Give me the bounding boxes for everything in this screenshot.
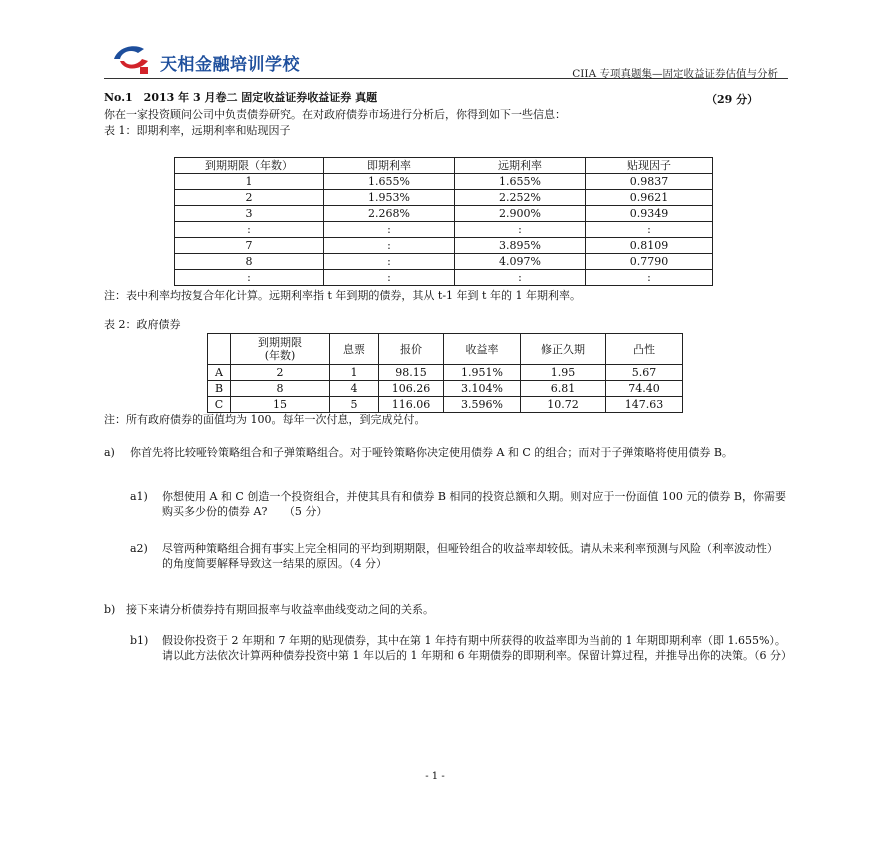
part-b1-text: 假设你投资于 2 年期和 7 年期的贴现债券，其中在第 1 年持有期中所获得的收益率即为当前的 1 年期即期利率（即 1.655%）。请以此方法依次计算两种债券投资中第 1 年以后的 1 年期和 6 年期债券的即期利率。保留计算过程，并推导出你的决策。（6 分）: [162, 634, 792, 662]
column-header: 到期期限 (年数): [231, 334, 330, 365]
table-cell: 0.9349: [586, 206, 713, 222]
table-cell: 147.63: [606, 397, 683, 413]
table1-note: 注：表中利率均按复合年化计算。远期利率指 t 年到期的债券，其从 t-1 年到 t 年的 1 年期利率。: [104, 289, 581, 302]
table-cell: 5: [330, 397, 379, 413]
table-cell: 2.252%: [455, 190, 586, 206]
table-header-row: [208, 334, 683, 365]
table-cell: 10.72: [521, 397, 606, 413]
column-header: [208, 334, 231, 365]
table-cell: 3.895%: [455, 238, 586, 254]
table-cell: 2.900%: [455, 206, 586, 222]
table-cell: :: [586, 270, 713, 286]
column-header: 即期利率: [324, 158, 455, 174]
table1-caption: 表 1：即期利率，远期利率和贴现因子: [104, 124, 291, 137]
table-cell: :: [324, 270, 455, 286]
table-cell: 2: [231, 365, 330, 381]
table-cell: 1.953%: [324, 190, 455, 206]
table-row: [208, 397, 683, 413]
table-cell: 2.268%: [324, 206, 455, 222]
bonds-table: [207, 333, 683, 413]
part-a-label: a): [104, 446, 115, 459]
table-cell: 2: [175, 190, 324, 206]
table-cell: A: [208, 365, 231, 381]
header-subtitle: CIIA 专项真题集—固定收益证券估值与分析: [572, 68, 778, 80]
part-a1-label: a1): [130, 490, 148, 503]
column-header: 凸性: [606, 334, 683, 365]
column-header: 收益率: [444, 334, 521, 365]
table-cell: 4: [330, 381, 379, 397]
table-cell: 1: [175, 174, 324, 190]
table-cell: :: [175, 270, 324, 286]
table-cell: 4.097%: [455, 254, 586, 270]
table-cell: 106.26: [379, 381, 444, 397]
part-a1-text: 你想使用 A 和 C 创造一个投资组合，并使其具有和债券 B 相同的投资总额和久期。则对应于一份面值 100 元的债券 B，你需要购买多少份的债券 A? （5 分）: [162, 490, 786, 518]
school-logo-icon: [110, 41, 154, 75]
table-row: [175, 254, 713, 270]
table-row: [208, 381, 683, 397]
part-b1-label: b1): [130, 634, 149, 647]
table2-note: 注：所有政府债券的面值均为 100。每年一次付息，到完成兑付。: [104, 413, 426, 426]
table-cell: 0.9621: [586, 190, 713, 206]
table-row: [175, 222, 713, 238]
table-cell: 1.951%: [444, 365, 521, 381]
school-name: 天相金融培训学校: [160, 55, 300, 75]
table-cell: :: [455, 270, 586, 286]
table-row: [175, 190, 713, 206]
table-row: [208, 365, 683, 381]
table-row: [175, 238, 713, 254]
question-intro: 你在一家投资顾问公司中负责债券研究。在对政府债券市场进行分析后，你得到如下一些信息：: [104, 108, 566, 121]
column-header: 远期利率: [455, 158, 586, 174]
table-cell: 1.655%: [324, 174, 455, 190]
column-header: 报价: [379, 334, 444, 365]
table-cell: 7: [175, 238, 324, 254]
table-cell: 5.67: [606, 365, 683, 381]
table-cell: 1.655%: [455, 174, 586, 190]
table-cell: 98.15: [379, 365, 444, 381]
table-cell: 3.596%: [444, 397, 521, 413]
table-cell: :: [586, 222, 713, 238]
table-cell: 74.40: [606, 381, 683, 397]
table-cell: 1.95: [521, 365, 606, 381]
table-row: [175, 270, 713, 286]
table-cell: 116.06: [379, 397, 444, 413]
table-cell: :: [175, 222, 324, 238]
table-cell: 0.7790: [586, 254, 713, 270]
table2-caption: 表 2：政府债券: [104, 318, 181, 331]
part-a2-text: 尽管两种策略组合拥有事实上完全相同的平均到期期限，但哑铃组合的收益率却较低。请从未来利率预测与风险（利率波动性）的角度简要解释导致这一结果的原因。（4 分）: [162, 542, 778, 570]
table-cell: 6.81: [521, 381, 606, 397]
table-row: [175, 174, 713, 190]
table-cell: 3.104%: [444, 381, 521, 397]
part-a-text: 你首先将比较哑铃策略组合和子弹策略组合。对于哑铃策略你决定使用债券 A 和 C 的组合；而对于子弹策略将使用债券 B。: [130, 446, 733, 459]
table-cell: 8: [175, 254, 324, 270]
table-cell: :: [324, 238, 455, 254]
column-header: 到期期限（年数）: [175, 158, 324, 174]
rates-table: [174, 157, 713, 286]
table-cell: 0.9837: [586, 174, 713, 190]
column-header: 修正久期: [521, 334, 606, 365]
header-divider: [104, 78, 788, 79]
table-cell: 15: [231, 397, 330, 413]
column-header: 息票: [330, 334, 379, 365]
table-header-row: [175, 158, 713, 174]
table-cell: C: [208, 397, 231, 413]
table-cell: B: [208, 381, 231, 397]
table-cell: :: [324, 222, 455, 238]
question-title: No.1 2013 年 3 月卷二 固定收益证券收益证券 真题: [104, 91, 378, 104]
table-cell: 0.8109: [586, 238, 713, 254]
column-header: 贴现因子: [586, 158, 713, 174]
part-b-label: b): [104, 603, 116, 616]
table-cell: 3: [175, 206, 324, 222]
question-score: （29 分）: [706, 93, 759, 106]
table-cell: :: [324, 254, 455, 270]
part-a2-label: a2): [130, 542, 148, 555]
table-row: [175, 206, 713, 222]
part-b-text: 接下来请分析债券持有期回报率与收益率曲线变动之间的关系。: [126, 603, 434, 616]
table-cell: 8: [231, 381, 330, 397]
table-cell: :: [455, 222, 586, 238]
page-number: - 1 -: [425, 771, 445, 782]
table-cell: 1: [330, 365, 379, 381]
